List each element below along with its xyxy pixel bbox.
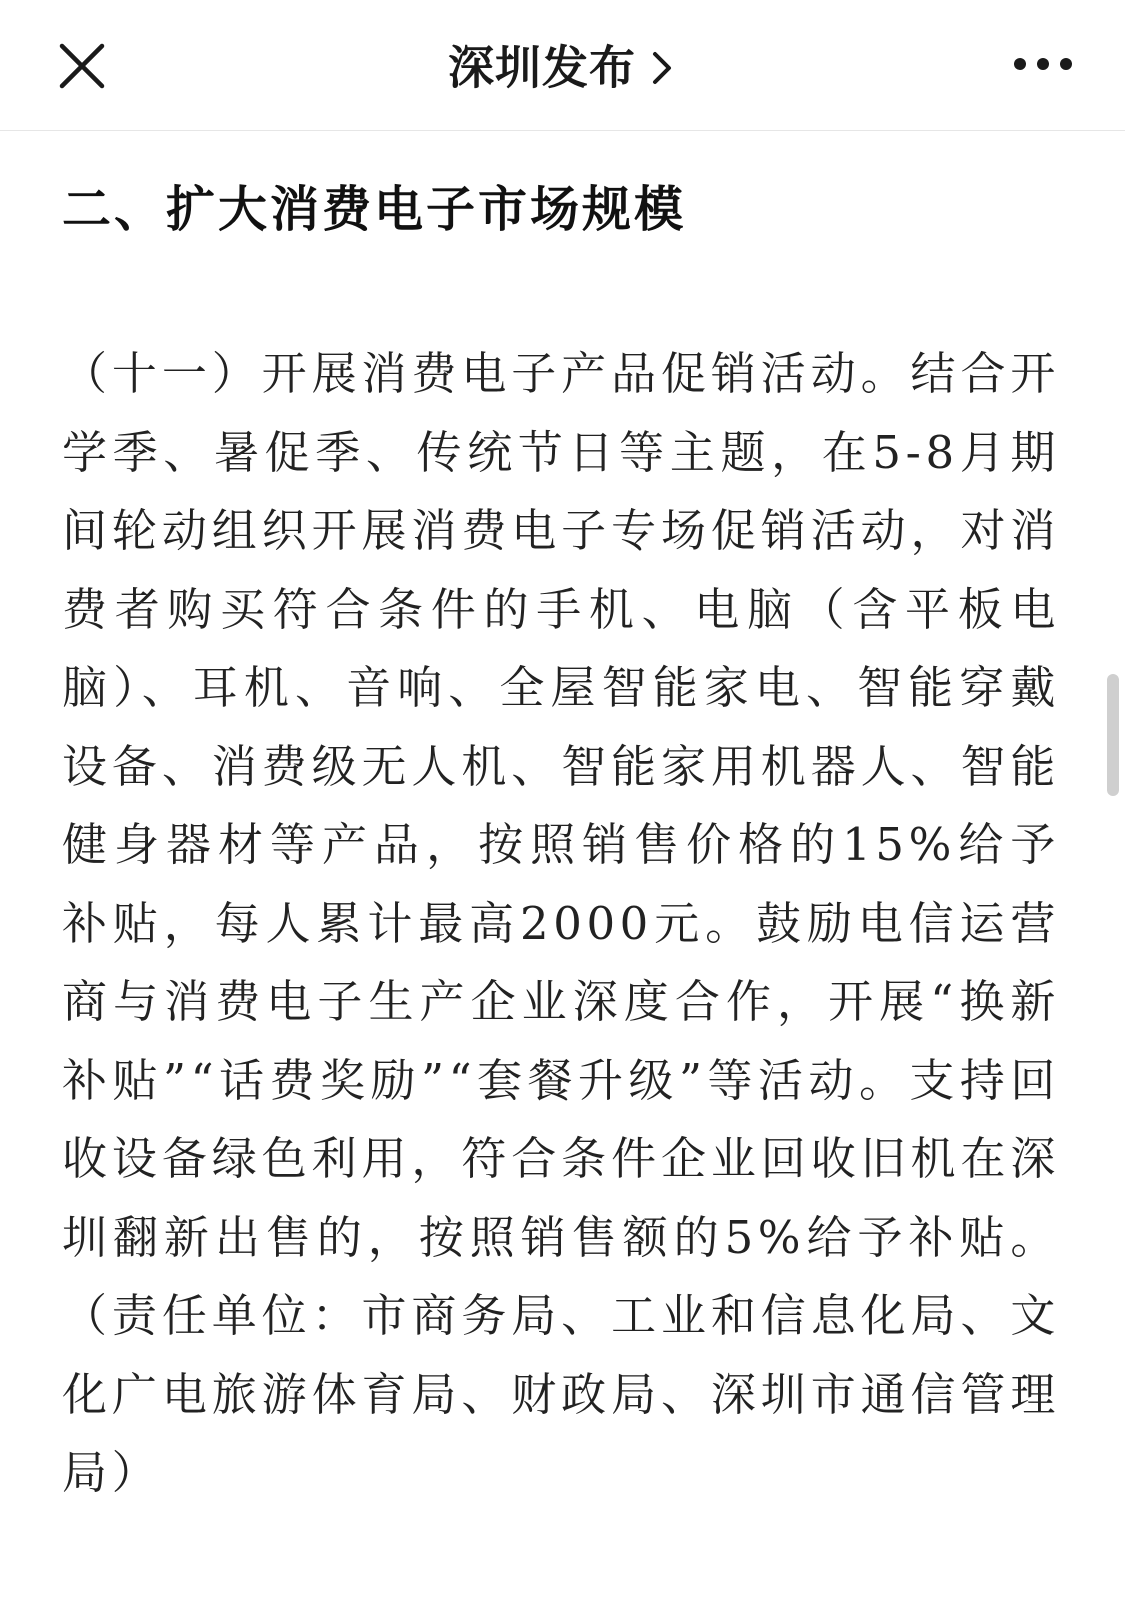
- scrollbar-thumb[interactable]: [1107, 674, 1119, 796]
- account-title-link[interactable]: [0, 32, 1125, 102]
- article-paragraph: （十一）开展消费电子产品促销活动。结合开学季、暑促季、传统节日等主题，在5-8月期间轮动组织开展消费电子专场促销活动，对消费者购买符合条件的手机、电脑（含平板电脑）、耳机、音响、全屋智能家电、智能穿戴设备、消费级无人机、智能家用机器人、智能健身器材等产品，按照销售价格的15%给予补贴，每人累计最高2000元。鼓励电信运营商与消费电子生产企业深度合作，开展“换新补贴”“话费奖励”“套餐升级”等活动。支持回收设备绿色利用，符合条件企业回收旧机在深圳翻新出售的，按照销售额的5%给予补贴。（责任单位：市商务局、工业和信息化局、文化广电旅游体育局、财政局、深圳市通信管理局）: [62, 347, 1060, 1499]
- top-navigation-bar: [0, 0, 1125, 131]
- chevron-right-icon: [647, 46, 677, 90]
- more-options-button[interactable]: [1011, 44, 1075, 84]
- more-dots-icon: [1011, 44, 1075, 84]
- account-name: 深圳发布: [447, 40, 636, 95]
- section-heading: 二、扩大消费电子市场规模: [62, 181, 687, 238]
- article-content: [62, 160, 1060, 1513]
